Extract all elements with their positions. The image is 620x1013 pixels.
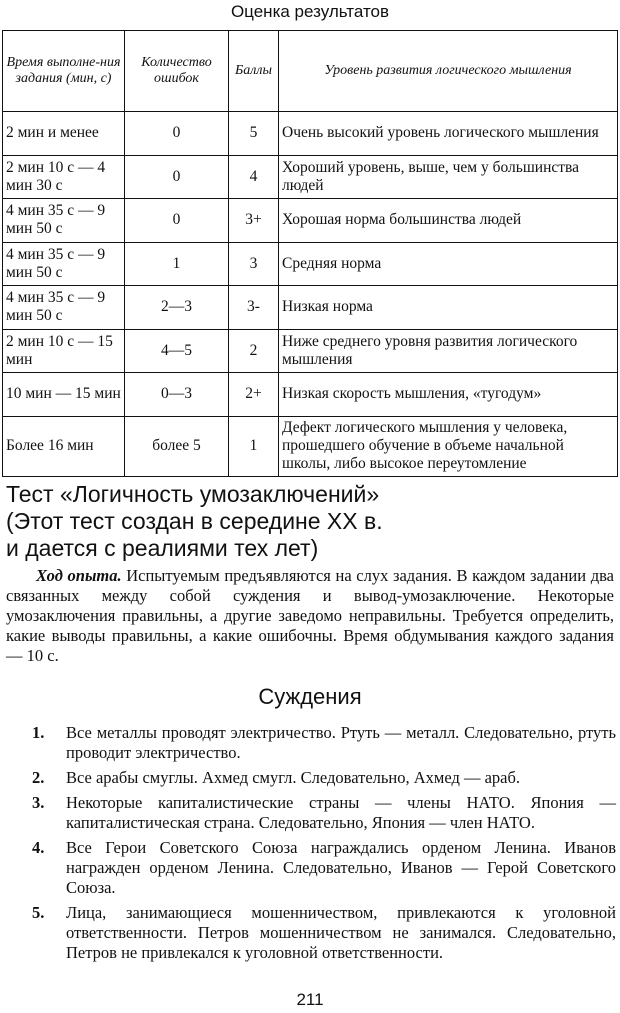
cell-errors: 0—3 — [125, 373, 229, 417]
table-row — [3, 416, 618, 476]
cell-score: 2+ — [229, 373, 279, 417]
cell-time: 4 мин 35 с — 9 мин 50 с — [3, 242, 125, 286]
cell-time: 2 мин и менее — [3, 112, 125, 156]
cell-level: Средняя норма — [279, 242, 618, 286]
cell-time: 2 мин 10 с — 15 мин — [3, 329, 125, 373]
cell-errors: 0 — [125, 112, 229, 156]
cell-errors: 2—3 — [125, 286, 229, 330]
cell-score: 3+ — [229, 199, 279, 243]
cell-errors: 1 — [125, 242, 229, 286]
page-number: 211 — [296, 990, 324, 1009]
statement-number: 5. — [32, 903, 45, 922]
test-heading-line: (Этот тест создан в середине XX в. — [6, 508, 383, 534]
cell-time: 4 мин 35 с — 9 мин 50 с — [3, 199, 125, 243]
cell-time: 2 мин 10 с — 4 мин 30 с — [3, 155, 125, 199]
table-row — [3, 373, 618, 417]
section-title: Суждения — [258, 684, 362, 709]
statement-number: 4. — [32, 838, 45, 857]
statement-number: 1. — [32, 723, 45, 742]
statement-text: Все арабы смуглы. Ахмед смугл. Следовательно, Ахмед — араб. — [66, 768, 521, 787]
statement-number: 3. — [32, 793, 45, 812]
statement-number: 2. — [32, 768, 45, 787]
cell-score: 5 — [229, 112, 279, 156]
cell-errors: более 5 — [125, 416, 229, 476]
table-row — [3, 112, 618, 156]
procedure-text: Испытуемым предъявляются на слух задания. В каждом задании два связанных между собой суждения и вывод-умозаключение. Некоторые умозаключения правильны, а другие заведомо неправильны. Требуется определить, какие выводы правильны, а какие ошибочны. Время обдумывания каждого задания — 10 с. — [6, 566, 614, 665]
procedure-lead: Ход опыта. — [36, 566, 122, 585]
list-item — [32, 903, 616, 963]
table-caption: Оценка результатов — [230, 2, 390, 21]
test-heading-line: Тест «Логичность умозаключений» — [6, 481, 380, 507]
cell-level: Очень высокий уровень логического мышления — [279, 112, 618, 156]
table-row — [3, 242, 618, 286]
statement-text: Все металлы проводят электричество. Ртуть — металл. Следовательно, ртуть проводит электричество. — [66, 723, 616, 762]
table-row — [3, 199, 618, 243]
cell-errors: 0 — [125, 199, 229, 243]
cell-level: Хорошая норма большинства людей — [279, 199, 618, 243]
table-row — [3, 286, 618, 330]
statement-text: Некоторые капиталистические страны — члены НАТО. Япония — капиталистическая страна. Следовательно, Япония — член НАТО. — [66, 793, 616, 832]
cell-time: 4 мин 35 с — 9 мин 50 с — [3, 286, 125, 330]
statements-list — [32, 723, 616, 968]
test-heading-line: и дается с реалиями тех лет) — [6, 535, 319, 561]
list-item — [32, 793, 616, 833]
cell-score: 3- — [229, 286, 279, 330]
procedure-paragraph — [6, 566, 614, 666]
cell-level: Дефект логического мышления у человека, прошедшего обучение в объеме начальной школы, либо высокое переутомление — [279, 416, 618, 476]
cell-score: 3 — [229, 242, 279, 286]
cell-errors: 4—5 — [125, 329, 229, 373]
list-item — [32, 838, 616, 898]
list-item — [32, 723, 616, 763]
cell-level: Низкая скорость мышления, «тугодум» — [279, 373, 618, 417]
statement-text: Лица, занимающиеся мошенничеством, привлекаются к уголовной ответственности. Петров мошенничеством не занимался. Следовательно, Петров не привлекался к уголовной ответственности. — [66, 903, 616, 962]
results-table — [2, 30, 618, 477]
test-heading — [6, 481, 614, 562]
cell-score: 4 — [229, 155, 279, 199]
list-item — [32, 768, 616, 788]
cell-level: Ниже среднего уровня развития логического мышления — [279, 329, 618, 373]
cell-time: 10 мин — 15 мин — [3, 373, 125, 417]
header-level: Уровень развития логического мышления — [279, 31, 618, 112]
cell-score: 2 — [229, 329, 279, 373]
header-errors: Количество ошибок — [125, 31, 229, 112]
cell-time: Более 16 мин — [3, 416, 125, 476]
cell-errors: 0 — [125, 155, 229, 199]
statement-text: Все Герои Советского Союза награждались орденом Ленина. Иванов награжден орденом Ленина. Следовательно, Иванов — Герой Советского Союза. — [66, 838, 616, 897]
cell-score: 1 — [229, 416, 279, 476]
header-score: Баллы — [229, 31, 279, 112]
cell-level: Низкая норма — [279, 286, 618, 330]
cell-level: Хороший уровень, выше, чем у большинства людей — [279, 155, 618, 199]
table-header-row — [3, 31, 618, 112]
table-row — [3, 155, 618, 199]
header-time: Время выполне-ния задания (мин, с) — [3, 31, 125, 112]
table-row — [3, 329, 618, 373]
